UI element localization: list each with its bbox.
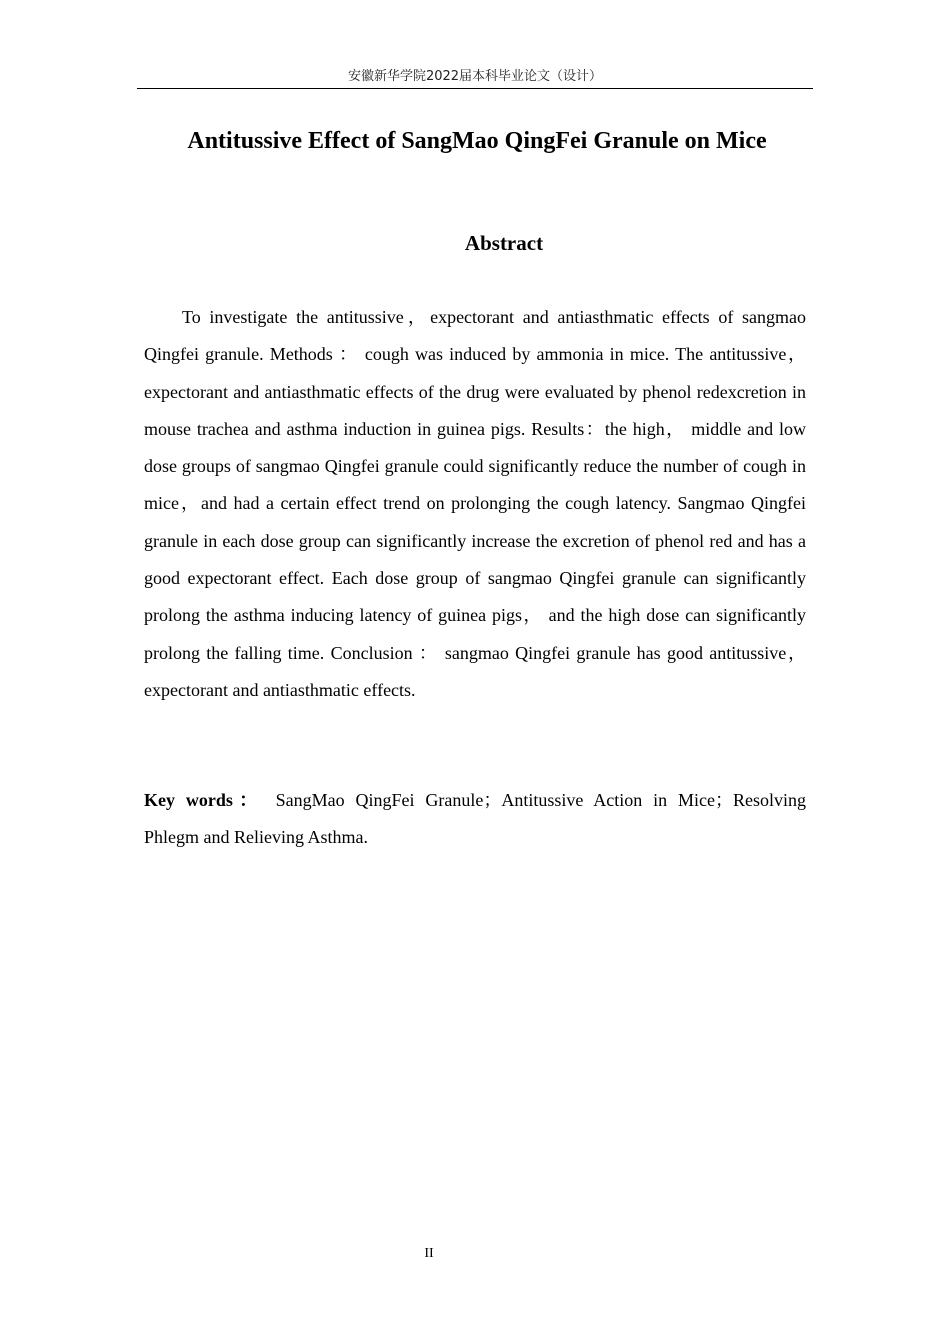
keywords-text: SangMao QingFei Granule；Antitussive Action in Mice；Resolving Phlegm and Relieving Asthma.: [144, 790, 806, 847]
abstract-heading: Abstract: [464, 231, 544, 255]
abstract-body: To investigate the antitussive，expectorant and antiasthmatic effects of sangmao Qingfei granule. Methods ： cough was induced by ammonia in mice. The antitussive， expectorant and antiasthmatic effects of the drug were evaluated by phenol redexcretion in mouse trachea and asthma induction in guinea pigs. Results：the high， middle and low dose groups of sangmao Qingfei granule could significantly reduce the number of cough in mice，and had a certain effect trend on prolonging the cough latency. Sangmao Qingfei granule in each dose group can significantly increase the excretion of phenol red and has a good expectorant effect. Each dose group of sangmao Qingfei granule can significantly prolong the asthma inducing latency of guinea pigs， and the high dose can significantly prolong the falling time. Conclusion ： sangmao Qingfei granule has good antitussive， expectorant and antiasthmatic effects.: [144, 307, 806, 700]
keywords-label: Key words：: [144, 790, 264, 810]
running-header: 安徽新华学院2022届本科毕业论文（设计）: [347, 69, 603, 84]
page-number: II: [424, 1246, 434, 1261]
keywords-paragraph: [144, 782, 806, 856]
header-rule: [137, 88, 813, 89]
paper-title: Antitussive Effect of SangMao QingFei Granule on Mice: [187, 128, 767, 154]
